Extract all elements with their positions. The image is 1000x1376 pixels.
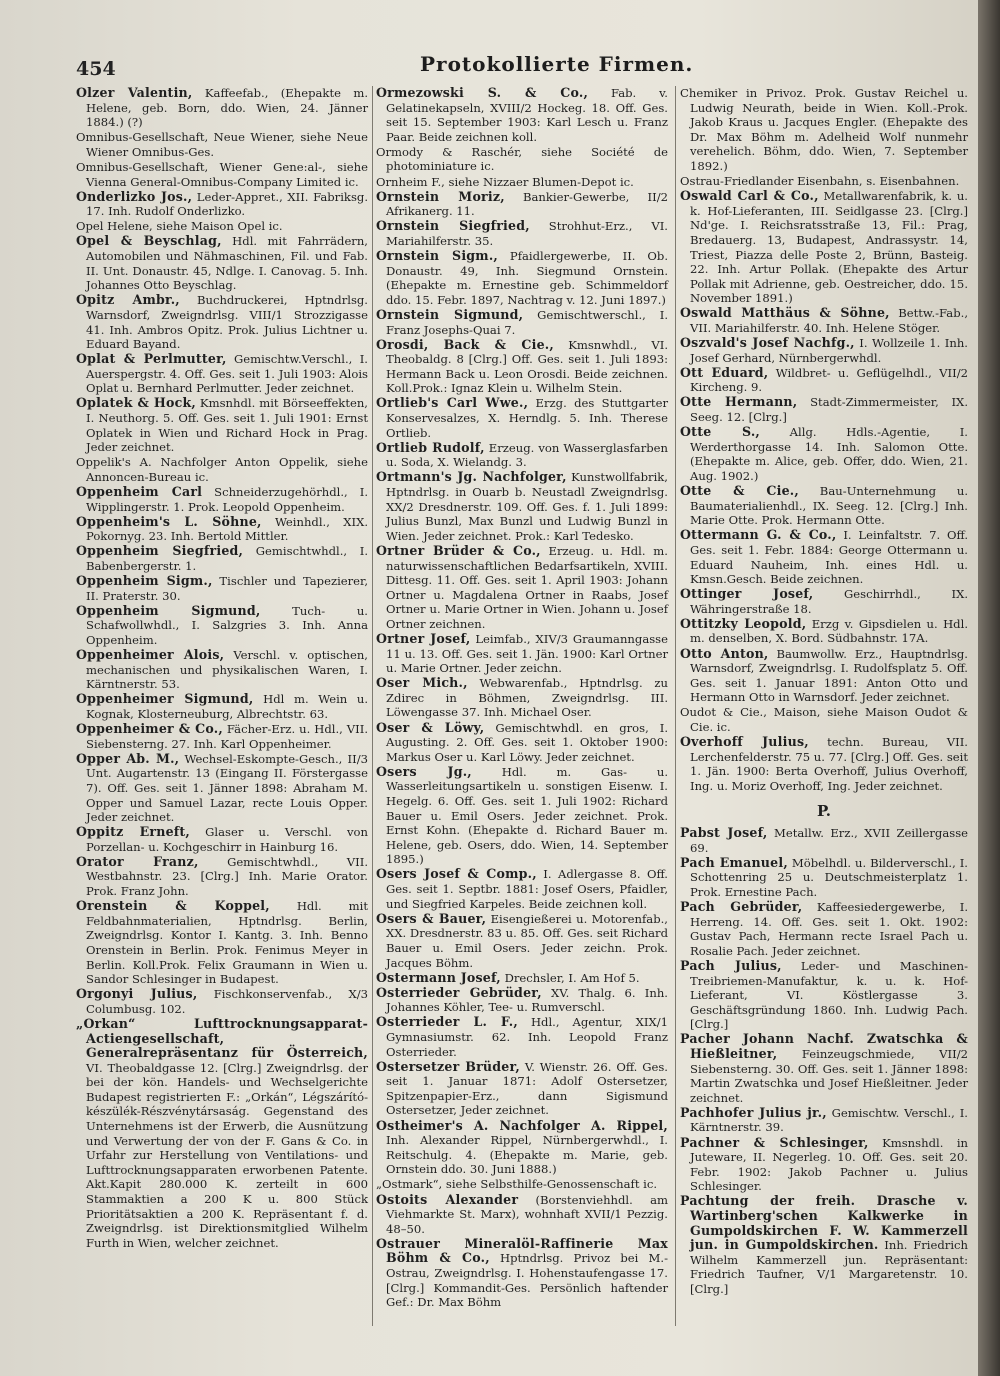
firm-name: Pach Gebrüder, — [680, 899, 803, 915]
directory-entry — [76, 692, 368, 721]
directory-entry — [76, 86, 368, 130]
firm-name: Oppenheim Carl — [76, 484, 203, 500]
firm-name: Oser & Löwy, — [376, 719, 485, 735]
entry-details: Kaffeefab., (Ehepakte m. Helene, geb. Born, ddo. Wien, 24. Jänner 1884.) (?) — [86, 86, 369, 130]
entry-details: Metallw. Erz., XVII Zeillergasse 69. — [690, 826, 969, 855]
firm-name: Oppenheimer Sigmund, — [76, 691, 254, 707]
entry-details: Bankier-Gewerbe, II/2 Afrikanerg. 11. — [386, 189, 668, 219]
firm-name: Osers Jg., — [376, 763, 472, 779]
entry-details: Verschl. v. optischen, mechanischen und physikalischen Waren, I. Kärntnerstr. 53. — [86, 648, 368, 692]
firm-name: Orator Franz, — [76, 853, 199, 869]
firm-name: Osers Josef & Comp., — [376, 866, 537, 882]
entry-details: Hdl. m. Gas- u. Wasserleitungsartikeln u. sonstigen Eisenw. I. Hegelg. 6. Off. Ges. seit 1. Juli 1902: Richard Bauer u. Emil Osers. Jeder zeichnet. Prok. Ernst Kohn. (Ehepakte d. Richard Bauer m. Helene, geb. Osers, ddo. Wien, 14. September 1895.) — [386, 764, 669, 867]
directory-entry — [76, 648, 368, 692]
firm-name: Otte Hermann, — [680, 394, 798, 410]
directory-entry — [680, 856, 968, 900]
firm-name: Oppenheim's L. Söhne, — [76, 513, 262, 529]
firm-name: Oplatek & Hock, — [76, 395, 196, 411]
entry-details: Opel Helene, siehe Maison Opel ic. — [76, 219, 283, 234]
entry-details: Leimfab., XIV/3 Graumanngasse 11 u. 13. Off. Ges. seit 1. Jän. 1900: Karl Ortner u. Marie Ortner. Jeder zeichn. — [386, 631, 668, 676]
entry-details: Omnibus-Gesellschaft, Wiener Gene:al-, siehe Vienna General-Omnibus-Company Limited ic. — [76, 159, 368, 189]
firm-name: Ortner Brüder & Co., — [376, 542, 541, 558]
directory-entry — [680, 1194, 968, 1296]
directory-entry — [680, 617, 968, 646]
directory-entry — [680, 1106, 968, 1135]
entry-details: Wechsel-Eskompte-Gesch., II/3 Unt. Augartenstr. 13 (Eingang II. Förstergasse 7). Off. Ges. seit 1. Jänner 1898: Abraham M. Opper und Samuel Lazar, recte Louis Opper. Jeder zeichnet. — [86, 751, 368, 825]
entry-details: Fab. v. Gelatinekapseln, XVIII/2 Hockeg. 18. Off. Ges. seit 15. September 1903: Karl Lesch u. Franz Paar. Beide zeichnen koll. — [386, 86, 668, 144]
entry-details: Pfaidlergewerbe, II. Ob. Donaustr. 49, Inh. Siegmund Ornstein. (Ehepakte m. Ernestine geb. Schimmeldorf ddo. 15. Febr. 1897, Nachtrag v. 12. Juni 1897.) — [386, 249, 669, 307]
directory-entry — [376, 308, 668, 337]
directory-entry — [76, 396, 368, 454]
page-number: 454 — [76, 58, 116, 80]
entry-details: Omnibus-Gesellschaft, Neue Wiener, siehe Neue Wiener Omnibus-Ges. — [76, 130, 368, 159]
firm-name: Otte & Cie., — [680, 483, 799, 499]
directory-entry — [376, 971, 668, 986]
firm-name: Ottinger Josef, — [680, 586, 814, 602]
entry-details: Erzeug. von Wasserglasfarben u. Soda, X. Wielandg. 3. — [386, 440, 668, 470]
firm-name: Opper Ab. M., — [76, 750, 180, 766]
directory-entry — [376, 338, 668, 396]
entry-details: Gemischtwerschl., I. Franz Josephs-Quai 7. — [386, 307, 669, 337]
directory-entry — [680, 959, 968, 1032]
entry-details: Feinzeugschmiede, VII/2 Siebensterng. 30. Off. Ges. seit 1. Jänner 1898: Martin Zwatschka und Josef Hießleitner. Jeder zeichnet. — [690, 1047, 968, 1105]
entry-details: Wildbret- u. Geflügelhdl., VII/2 Kircheng. 9. — [690, 365, 968, 395]
firm-name: Oszvald's Josef Nachfg., — [680, 335, 855, 351]
firm-name: Ortlieb's Carl Wwe., — [376, 395, 529, 411]
running-head: Protokollierte Firmen. — [420, 52, 694, 76]
firm-name: Oppenheimer Alois, — [76, 647, 225, 663]
directory-entry — [76, 160, 368, 189]
entry-details: „Ostmark“, siehe Selbsthilfe-Genossenschaft ic. — [376, 1177, 658, 1192]
entry-details: Schneiderzugehörhdl., I. Wipplingerstr. 1. Prok. Leopold Oppenheim. — [86, 485, 369, 514]
column-left — [76, 86, 368, 1251]
entry-details: Erzg v. Gipsdielen u. Hdl. m. denselben, X. Bord. Südbahnstr. 17A. — [690, 616, 969, 646]
firm-name: Otte S., — [680, 424, 760, 440]
firm-name: Olzer Valentin, — [76, 85, 193, 100]
firm-name: Ortlieb Rudolf, — [376, 439, 485, 455]
entry-details: I. Wollzeile 1. Inh. Josef Gerhard, Nürnbergerwhdl. — [690, 336, 968, 365]
directory-entry — [376, 145, 668, 174]
entry-details: Kmsnshdl. in Juteware, II. Negerleg. 10. Off. Ges. seit 20. Febr. 1902: Jakob Pachner u. Julius Schlesinger. — [690, 1135, 968, 1194]
firm-name: Ostoits Alexander — [376, 1191, 519, 1207]
entry-details: Hdl., Agentur, XIX/1 Gymnasiumstr. 62. Inh. Leopold Franz Osterrieder. — [386, 1015, 669, 1059]
firm-name: „Orkan“ Lufttrocknungsapparat-Actiengesellschaft, Generalrepräsentanz für Österreich, — [76, 1015, 368, 1061]
entry-details: Gemischtwhdl., I. Babenbergerstr. 1. — [86, 544, 369, 573]
firm-name: Opitz Ambr., — [76, 292, 180, 308]
directory-entry — [680, 528, 968, 586]
directory-entry — [680, 735, 968, 793]
firm-name: Oppitz Erneft, — [76, 824, 191, 840]
directory-entry — [376, 1177, 668, 1192]
directory-entry — [680, 306, 968, 335]
entry-details: Buchdruckerei, Hptndrlsg. Warnsdorf, Zweigndrlsg. VIII/1 Strozzigasse 41. Inh. Ambros Opitz. Prok. Julius Lichtner u. Eduard Bayand. — [86, 293, 368, 352]
firm-name: Overhoff Julius, — [680, 734, 809, 750]
entry-details: Gemischtwhdl., VII. Westbahnstr. 23. [Clrg.] Inh. Marie Orator. Prok. Franz John. — [86, 854, 369, 899]
column-middle — [376, 86, 668, 1310]
firm-name: Ortner Josef, — [376, 630, 471, 646]
column-right — [680, 86, 968, 1297]
firm-name: Pacher Johann Nachf. Zwatschka & Hießleitner, — [680, 1031, 968, 1061]
directory-entry — [376, 632, 668, 676]
firm-name: Oplat & Perlmutter, — [76, 351, 227, 367]
directory-entry — [76, 899, 368, 987]
entry-details: Glaser u. Verschl. von Porzellan- u. Kochgeschirr in Hainburg 16. — [86, 825, 369, 854]
directory-entry — [376, 441, 668, 470]
directory-entry — [76, 1017, 368, 1251]
directory-entry — [76, 855, 368, 899]
firm-name: Oppenheim Sigmund, — [76, 602, 261, 618]
firm-name: Ortmann's Jg. Nachfolger, — [376, 469, 567, 485]
directory-entry — [376, 470, 668, 543]
entry-details: Gemischtw. Verschl., I. Kärntnerstr. 39. — [690, 1105, 968, 1135]
directory-entry — [680, 705, 968, 734]
directory-entry — [376, 190, 668, 219]
column-divider — [372, 86, 373, 1326]
firm-name: Opel & Beyschlag, — [76, 233, 222, 249]
directory-entry — [76, 130, 368, 159]
firm-name: Onderlizko Jos., — [76, 188, 193, 204]
firm-name: Orosdi, Back & Cie., — [376, 336, 554, 352]
directory-entry — [680, 86, 968, 174]
entry-details: Eisengießerei u. Motorenfab., XX. Dresdnerstr. 83 u. 85. Off. Ges. seit Richard Bauer u. Emil Osers. Jeder zeichn. Prok. Jacques Böhm. — [386, 911, 668, 970]
directory-entry — [680, 189, 968, 306]
directory-entry — [376, 219, 668, 248]
firm-name: Osterrieder L. F., — [376, 1014, 518, 1030]
entry-details: Hdl. mit Fahrrädern, Automobilen und Nähmaschinen, Fil. und Fab. II. Unt. Donaustr. 45, Ndlge. I. Canovag. 5. Inh. Johannes Otto Beyschlag. — [86, 234, 368, 293]
entry-details: Bettw.-Fab., VII. Mariahilferstr. 40. Inh. Helene Stöger. — [690, 306, 969, 335]
directory-entry — [76, 722, 368, 751]
entry-details: I. Leinfaltstr. 7. Off. Ges. seit 1. Febr. 1884: George Ottermann u. Eduard Nauheim, Inh. eines Hdl. u. Kmsn.Gesch. Beide zeichnen. — [690, 528, 969, 587]
firm-name: Ornstein Sigmund, — [376, 306, 524, 322]
directory-entry — [376, 765, 668, 867]
firm-name: Ostheimer's A. Nachfolger A. Rippel, — [376, 1117, 668, 1133]
directory-entry — [76, 987, 368, 1016]
directory-entry — [376, 1015, 668, 1059]
directory-entry — [376, 1237, 668, 1310]
directory-entry — [76, 574, 368, 603]
firm-name: Pachner & Schlesinger, — [680, 1134, 869, 1150]
entry-details: Geschirrhdl., IX. Währingerstraße 18. — [690, 587, 969, 616]
entry-details: Webwarenfab., Hptndrlsg. zu Zdirec in Böhmen, Zweigndrlsg. III. Löwengasse 37. Inh. Michael Oser. — [386, 676, 668, 720]
firm-name: Oser Mich., — [376, 675, 468, 691]
entry-details: Tischler und Tapezierer, II. Praterstr. 30. — [86, 574, 368, 603]
directory-entry — [76, 352, 368, 396]
entry-details: Tuch- u. Schafwollwhdl., I. Salzgries 3. Inh. Anna Oppenheim. — [86, 603, 368, 647]
firm-name: Pach Julius, — [680, 957, 782, 973]
entry-details: Ostrau-Friedlander Eisenbahn, s. Eisenbahnen. — [680, 174, 960, 189]
entry-details: Inh. Friedrich Wilhelm Kammerzell jun. Repräsentant: Friedrich Taufner, V/1 Margaretenstr. 10. [Clrg.] — [690, 1238, 969, 1296]
firm-name: Ornstein Siegfried, — [376, 218, 530, 234]
directory-entry — [680, 425, 968, 483]
entry-details: Baumwollw. Erz., Hauptndrlsg. Warnsdorf, Zweigndrlsg. I. Rudolfsplatz 5. Off. Ges. seit 1. Januar 1891: Anton Otto und Hermann Otto in Warnsdorf. Jeder zeichnet. — [690, 646, 968, 705]
directory-entry — [376, 175, 668, 190]
entry-details: V. Wienstr. 26. Off. Ges. seit 1. Januar 1871: Adolf Ostersetzer, Spitzenpapier-Erz., dann Sigismund Ostersetzer, Jeder zeichnet. — [386, 1059, 668, 1118]
firm-name: Ott Eduard, — [680, 364, 769, 380]
directory-entry — [680, 336, 968, 365]
directory-entry — [376, 867, 668, 911]
entry-details: Oudot & Cie., Maison, siehe Maison Oudot & Cie. ic. — [680, 705, 968, 735]
directory-entry — [680, 647, 968, 705]
directory-entry — [76, 544, 368, 573]
firm-name: Orgonyi Julius, — [76, 986, 198, 1002]
entry-details: Erzg. des Stuttgarter Konservesalzes, X. Herndlg. 5. Inh. Therese Ortlieb. — [386, 396, 668, 440]
firm-name: Oswald Carl & Co., — [680, 188, 819, 204]
directory-entry — [76, 515, 368, 544]
firm-name: Pachtung der freih. Drasche v. Wartinberg'schen Kalkwerke in Gumpoldskirchen F. W. Kammerzell jun. in Gumpoldskirchen. — [680, 1193, 968, 1253]
entry-details: Hdl. mit Feldbahnmaterialien, Hptndrlsg. Berlin, Zweigndrlsg. Kontor I. Kantg. 3. Inh. Benno Orenstein in Berlin. Prok. Fenimus Meyer in Berlin. Koll.Prok. Felix Graumann in Wien u. Sandor Schlesinger in Budapest. — [86, 899, 369, 987]
directory-entry — [76, 219, 368, 234]
directory-entry — [680, 395, 968, 424]
directory-entry — [680, 1032, 968, 1105]
entry-details: Strohhut-Erz., VI. Mariahilferstr. 35. — [386, 219, 668, 248]
directory-entry — [680, 587, 968, 616]
column-divider — [675, 86, 676, 1326]
firm-name: Ostersetzer Brüder, — [376, 1058, 520, 1074]
letter-heading: P. — [816, 801, 832, 820]
entry-details: Drechsler, I. Am Hof 5. — [504, 970, 640, 985]
directory-entry — [376, 396, 668, 440]
directory-entry — [76, 190, 368, 219]
directory-entry — [376, 1060, 668, 1118]
directory-entry — [76, 455, 368, 484]
firm-name: Pachhofer Julius jr., — [680, 1104, 827, 1120]
entry-details: Allg. Hdls.-Agentie, I. Werderthorgasse 14. Inh. Salomon Otte. (Ehepakte m. Alice, geb. Offer, ddo. Wien, 21. Aug. 1902.) — [690, 425, 968, 483]
firm-name: Otto Anton, — [680, 645, 769, 661]
directory-entry — [680, 484, 968, 528]
entry-details: VI. Theobaldgasse 12. [Clrg.] Zweigndrlsg. der bei der kön. Handels- und Wechselgerichte Budapest registrierten F.: „Orkán“, Légszárító-készülék-Részvénytársaság. Gegenstand des Unternehmens ist der Erwerb, die Ausnützung und Verwertung der von der F. Gans & Co. in Urfahr zur Herstellung von Ventilations- und Lufttrocknungsapparaten erworbenen Patente. Akt.Kapit 280.000 K. zerteilt in 600 Stammaktien a 200 K u. 800 Stück Prioritätsaktien a 200 K. Repräsentant f. d. Zweigndrlsg. ist Direktionsmitglied Wilhelm Furth in Wien, welcher zeichnet. — [86, 1060, 368, 1250]
firm-name: Oppenheim Sigm., — [76, 573, 213, 589]
entry-details: Chemiker in Privoz. Prok. Gustav Reichel u. Ludwig Neurath, beide in Wien. Koll.-Prok. Jakob Kraus u. Jacques Engler. (Ehepakte des Dr. Max Böhm m. Adelheid Wolf nunmehr verehelich. Böhm, ddo. Wien, 7. September 1892.) — [680, 86, 968, 173]
directory-entry — [680, 366, 968, 395]
entry-details: Leder- und Maschinen-Treibriemen-Manufaktur, k. u. k. Hof-Lieferant, VI. Köstlergasse 3. Geschäftsgründung 1860. Inh. Ludwig Pach. [Clrg.] — [690, 958, 968, 1032]
directory-entry — [376, 1193, 668, 1237]
directory-entry — [76, 234, 368, 292]
firm-name: Ormezowski S. & Co., — [376, 85, 589, 100]
firm-name: Pach Emanuel, — [680, 854, 788, 870]
entry-details: Bau-Unternehmung u. Baumaterialienhdl., IX. Seeg. 12. [Clrg.] Inh. Marie Otte. Prok. Hermann Otte. — [690, 484, 969, 528]
directory-entry — [376, 721, 668, 765]
directory-entry — [376, 249, 668, 307]
directory-entry — [76, 825, 368, 854]
entry-details: Hdl m. Wein u. Kognak, Klosterneuburg, Albrechtstr. 63. — [86, 692, 368, 721]
entry-details: Kunstwollfabrik, Hptndrlsg. in Ouarb b. Neustadl Zweigndrlsg. XX/2 Dresdnerstr. 109. Off. Ges. f. 1. Juli 1899: Julius Bunzl, Max Bunzl und Ludwig Bunzl in Wien. Jeder zeichnet. Prok.: Karl Tedesko. — [386, 470, 668, 543]
firm-name: Ostrauer Mineralöl-Raffinerie Max Böhm & Co., — [376, 1235, 668, 1266]
entry-details: techn. Bureau, VII. Lerchenfelderstr. 75 u. 77. [Clrg.] Off. Ges. seit 1. Jän. 1900: Berta Overhoff, Julius Overhoff, Ing. u. Moriz Overhoff, Ing. Jeder zeichnet. — [690, 735, 968, 793]
entry-details: Gemischtwhdl. en gros, I. Augusting. 2. Off. Ges. seit 1. Oktober 1900: Markus Oser u. Karl Löwy. Jeder zeichnet. — [386, 720, 669, 764]
directory-entry — [376, 676, 668, 720]
entry-details: Kaffeesiedergewerbe, I. Herreng. 14. Off. Ges. seit 1. Okt. 1902: Gustav Pach, Hermann recte Israel Pach u. Rosalie Pach. Jeder zeichnet. — [690, 900, 969, 958]
firm-name: Ostermann Josef, — [376, 969, 501, 985]
directory-entry — [680, 1136, 968, 1194]
firm-name: Ornstein Moriz, — [376, 188, 505, 204]
entry-details: Weinhdl., XIX. Pokornyg. 23. Inh. Bertold Mittler. — [86, 514, 369, 544]
entry-details: Oppelik's A. Nachfolger Anton Oppelik, siehe Annoncen-Bureau ic. — [76, 455, 368, 484]
firm-name: Osers & Bauer, — [376, 910, 487, 926]
entry-details: Möbelhdl. u. Bilderverschl., I. Schottenring 25 u. Deutschmeisterplatz 1. Prok. Ernestine Pach. — [690, 855, 968, 899]
directory-entry — [680, 900, 968, 958]
entry-details: Hptndrlsg. Privoz bei M.-Ostrau, Zweigndrlsg. I. Hohenstaufengasse 17. [Clrg.] Kommandit-Ges. Persönlich haftender Gef.: Dr. Max Böhm — [386, 1251, 668, 1310]
firm-name: Ottitzky Leopold, — [680, 615, 807, 631]
entry-details: Erzeug. u. Hdl. m. naturwissenschaftlichen Bedarfsartikeln, XVIII. Dittesg. 11. Off. Ges. seit 1. April 1903: Johann Ortner u. Magdalena Ortner in Raabs, Josef Ortner u. Marie Ortner in Wien. Johann u. Josef Ortner zeichnen. — [386, 543, 668, 631]
entry-details: Kmsnhdl. mit Börseeffekten, I. Neuthorg. 5. Off. Ges. seit 1. Juli 1901: Ernst Oplatek in Wien und Richard Hock in Prag. Jeder zeichnet. — [86, 396, 368, 455]
entry-details: Metallwarenfabrik, k. u. k. Hof-Lieferanten, III. Seidlgasse 23. [Clrg.] Nd'ge. I. Reichsratsstraße 13, Fil.: Prag, Bredauerg. 13, Budapest, Andrassystr. 14, Triest, Piazza delle Poste 2, Brünn, Basteig. 22. Inh. Artur Pollak. (Ehepakte des Artur Pollak mit Adrienne, geb. Oestreicher, ddo. 15. November 1891.) — [690, 189, 968, 306]
entry-details: Inh. Alexander Rippel, Nürnbergerwhdl., I. Reitschulg. 4. (Ehepakte m. Marie, geb. Ornstein ddo. 30. Juni 1888.) — [386, 1133, 668, 1177]
firm-name: Ornstein Sigm., — [376, 248, 499, 264]
firm-name: Pabst Josef, — [680, 825, 768, 841]
entry-details: Leder-Appret., XII. Fabriksg. 17. Inh. Rudolf Onderlizko. — [86, 189, 369, 219]
directory-entry — [76, 293, 368, 351]
entry-details: I. Adlergasse 8. Off. Ges. seit 1. Septbr. 1881: Josef Osers, Pfaidler, und Siegfried Karpeles. Beide zeichnen koll. — [386, 867, 668, 911]
entry-details: Stadt-Zimmermeister, IX. Seeg. 12. [Clrg.] — [690, 395, 969, 425]
directory-entry — [680, 174, 968, 189]
entry-details: Fischkonservenfab., X/3 Columbusg. 102. — [86, 987, 368, 1016]
firm-name: Oswald Matthäus & Söhne, — [680, 305, 890, 321]
entry-details: Fächer-Erz. u. Hdl., VII. Siebensterng. 27. Inh. Karl Oppenheimer. — [86, 722, 369, 751]
firm-name: Ottermann G. & Co., — [680, 527, 837, 543]
firm-name: Oppenheimer & Co., — [76, 721, 223, 737]
firm-name: Orenstein & Koppel, — [76, 898, 270, 914]
entry-details: Ormody & Raschér, siehe Société de photominiature ic. — [376, 144, 668, 174]
entry-details: XV. Thalg. 6. Inh. Johannes Köhler, Tee- u. Rumverschl. — [386, 985, 668, 1015]
directory-entry — [376, 86, 668, 144]
page-gutter-shadow — [978, 0, 1000, 1376]
entry-details: Gemischtw.Verschl., I. Auerspergstr. 4. Off. Ges. seit 1. Juli 1903: Alois Oplat u. Bernhard Perlmutter. Jeder zeichnet. — [86, 352, 368, 396]
directory-entry — [376, 986, 668, 1015]
firm-name: Osterrieder Gebrüder, — [376, 984, 542, 1000]
directory-entry — [680, 826, 968, 855]
directory-entry — [76, 752, 368, 825]
firm-name: Oppenheim Siegfried, — [76, 543, 244, 559]
entry-details: Kmsnwhdl., VI. Theobaldg. 8 [Clrg.] Off. Ges. seit 1. Juli 1893: Hermann Back u. Leon Orosdi. Beide zeichnen. Koll.Prok.: Ignaz Klein u. Wilhelm Stein. — [386, 337, 668, 396]
directory-entry — [76, 604, 368, 648]
directory-entry — [76, 485, 368, 514]
entry-details: Ornheim F., siehe Nizzaer Blumen-Depot ic. — [376, 174, 634, 189]
directory-entry — [376, 912, 668, 970]
directory-entry — [376, 1119, 668, 1177]
entry-details: (Borstenviehhdl. am Viehmarkte St. Marx), wohnhaft XVII/1 Pezzig. 48–50. — [386, 1192, 668, 1236]
directory-entry — [376, 544, 668, 632]
